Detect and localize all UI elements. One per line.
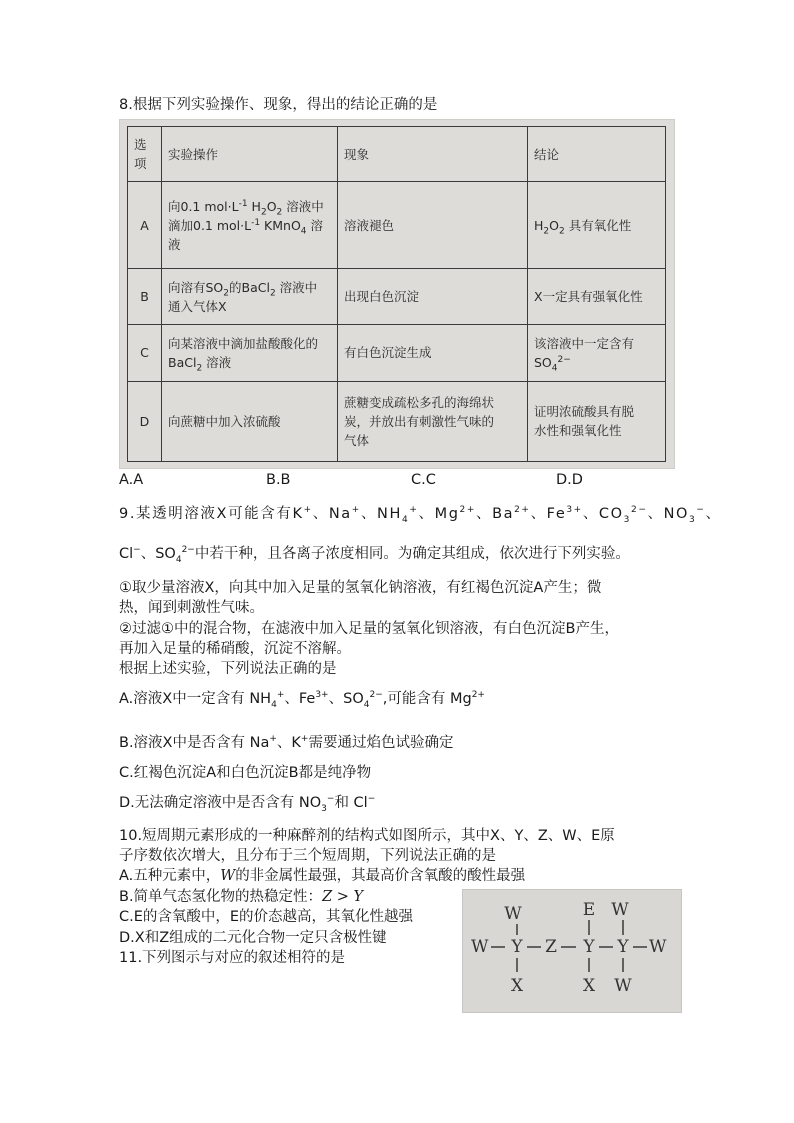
- operation-cell: 向0.1 $mol\cdot L^{-1}$ $H_2O_2$ 溶液中 滴加0.1 $mol\cdot L^{-1}$ KMnO$_4$ 溶 液: [162, 182, 338, 269]
- header-conclusion: 结论: [528, 127, 666, 182]
- header-operation: 实验操作: [162, 127, 338, 182]
- table-row: [128, 381, 666, 462]
- structural-formula: [462, 889, 682, 1013]
- choice-b[interactable]: B.B: [266, 472, 291, 488]
- table-row: [128, 182, 666, 269]
- operation-cell: 向蔗糖中加入浓硫酸: [162, 381, 338, 462]
- table-header-row: [128, 127, 666, 182]
- atom-x2: X: [582, 976, 596, 996]
- q10-stem-line2: 子序数依次增大，且分布于三个短周期，下列说法正确的是: [119, 848, 496, 864]
- structural-formula-svg: [463, 890, 681, 1012]
- q9-stem-line1: 9.某透明溶液X可能含有K+、Na+、$NH_4^+$、$Mg^{2+}$、$Ba^{2+}$、$Fe^{3+}$、$CO_3^{2-}$、$NO_3^-$、: [119, 505, 722, 525]
- q9-lead: 根据上述实验，下列说法正确的是: [119, 661, 337, 677]
- phenomenon-cell: 出现白色沉淀: [338, 268, 528, 324]
- conclusion-cell: 证明浓硫酸具有脱 水性和强氧化性: [528, 381, 666, 462]
- header-phenomenon: 现象: [338, 127, 528, 182]
- conclusion-cell: 该溶液中一定含有 $SO_4^{2-}$: [528, 325, 666, 381]
- atom-w-top2: W: [611, 900, 629, 920]
- q9-stem-line2: Cl−、$SO_4^{2-}$中若干种，且各离子浓度相同。为确定其组成，依次进行下列实验。: [119, 545, 630, 565]
- phenomenon-cell: 蔗糖变成疏松多孔的海绵状 炭，并放出有刺激性气味的 气体: [338, 381, 528, 462]
- choice-a[interactable]: A.A: [119, 472, 144, 488]
- q9-step2-line2: 再加入足量的稀硝酸，沉淀不溶解。: [119, 641, 351, 657]
- q9-option-a[interactable]: A.溶液X中一定含有 $NH_4^+$、$Fe^{3+}$、$SO_4^{2-}$,可能含有 $Mg^{2+}$: [119, 690, 485, 710]
- operation-cell: 向溶有$SO_2$的BaCl$_2$ 溶液中 通入气体X: [162, 268, 338, 324]
- atom-w-bottom: W: [614, 976, 632, 996]
- q9-option-c[interactable]: C.红褐色沉淀A和白色沉淀B都是纯净物: [119, 765, 372, 781]
- conclusion-cell: $H_2O_2$ 具有氧化性: [528, 182, 666, 269]
- q10-option-a[interactable]: A.五种元素中，W的非金属性最强，其最高价含氧酸的酸性最强: [119, 868, 526, 884]
- table-row: [128, 268, 666, 324]
- choice-c[interactable]: C.C: [411, 472, 436, 488]
- table-row: [128, 325, 666, 381]
- q9-step1-line2: 热，闻到刺激性气味。: [119, 600, 264, 616]
- atom-y3: Y: [617, 937, 629, 957]
- q8-choices: [119, 472, 619, 492]
- option-label: D: [128, 381, 162, 462]
- atom-e-top: E: [582, 900, 596, 920]
- q10-option-d[interactable]: D.X和Z组成的二元化合物一定只含极性键: [119, 930, 387, 946]
- choice-d[interactable]: D.D: [556, 472, 583, 488]
- q11-stem: 11.下列图示与对应的叙述相符的是: [119, 950, 346, 966]
- atom-x1: X: [510, 976, 524, 996]
- q10-option-b[interactable]: B.简单气态氢化物的热稳定性：Z > Y: [119, 889, 364, 905]
- q10-option-c[interactable]: C.E的含氧酸中，E的价态越高，其氧化性越强: [119, 909, 414, 925]
- q9-option-d[interactable]: D.无法确定溶液中是否含有 $NO_3^-$和 Cl−: [119, 794, 376, 814]
- atom-w-right: W: [649, 937, 667, 957]
- atom-y1: Y: [511, 937, 523, 957]
- option-label: C: [128, 325, 162, 381]
- phenomenon-cell: 溶液褪色: [338, 182, 528, 269]
- atom-y2: Y: [583, 937, 595, 957]
- atom-w-left: W: [471, 937, 489, 957]
- atom-w-top1: W: [504, 904, 522, 924]
- experiment-table: [127, 126, 666, 462]
- atom-z: Z: [545, 937, 557, 957]
- q10-stem-line1: 10.短周期元素形成的一种麻醉剂的结构式如图所示，其中X、Y、Z、W、E原: [119, 828, 615, 844]
- q9-step2-line1: ②过滤①中的混合物，在滤液中加入足量的氢氧化钡溶液，有白色沉淀B产生，: [119, 621, 619, 637]
- phenomenon-cell: 有白色沉淀生成: [338, 325, 528, 381]
- q8-stem: 8.根据下列实验操作、现象，得出的结论正确的是: [119, 97, 438, 113]
- option-label: A: [128, 182, 162, 269]
- option-label: B: [128, 268, 162, 324]
- header-option: 选项: [128, 127, 162, 182]
- q9-step1-line1: ①取少量溶液X，向其中加入足量的氢氧化钠溶液，有红褐色沉淀A产生；微: [119, 580, 602, 596]
- conclusion-cell: X一定具有强氧化性: [528, 268, 666, 324]
- operation-cell: 向某溶液中滴加盐酸酸化的 BaCl$_2$ 溶液: [162, 325, 338, 381]
- q9-option-b[interactable]: B.溶液X中是否含有 Na+、K+需要通过焰色试验确定: [119, 734, 454, 751]
